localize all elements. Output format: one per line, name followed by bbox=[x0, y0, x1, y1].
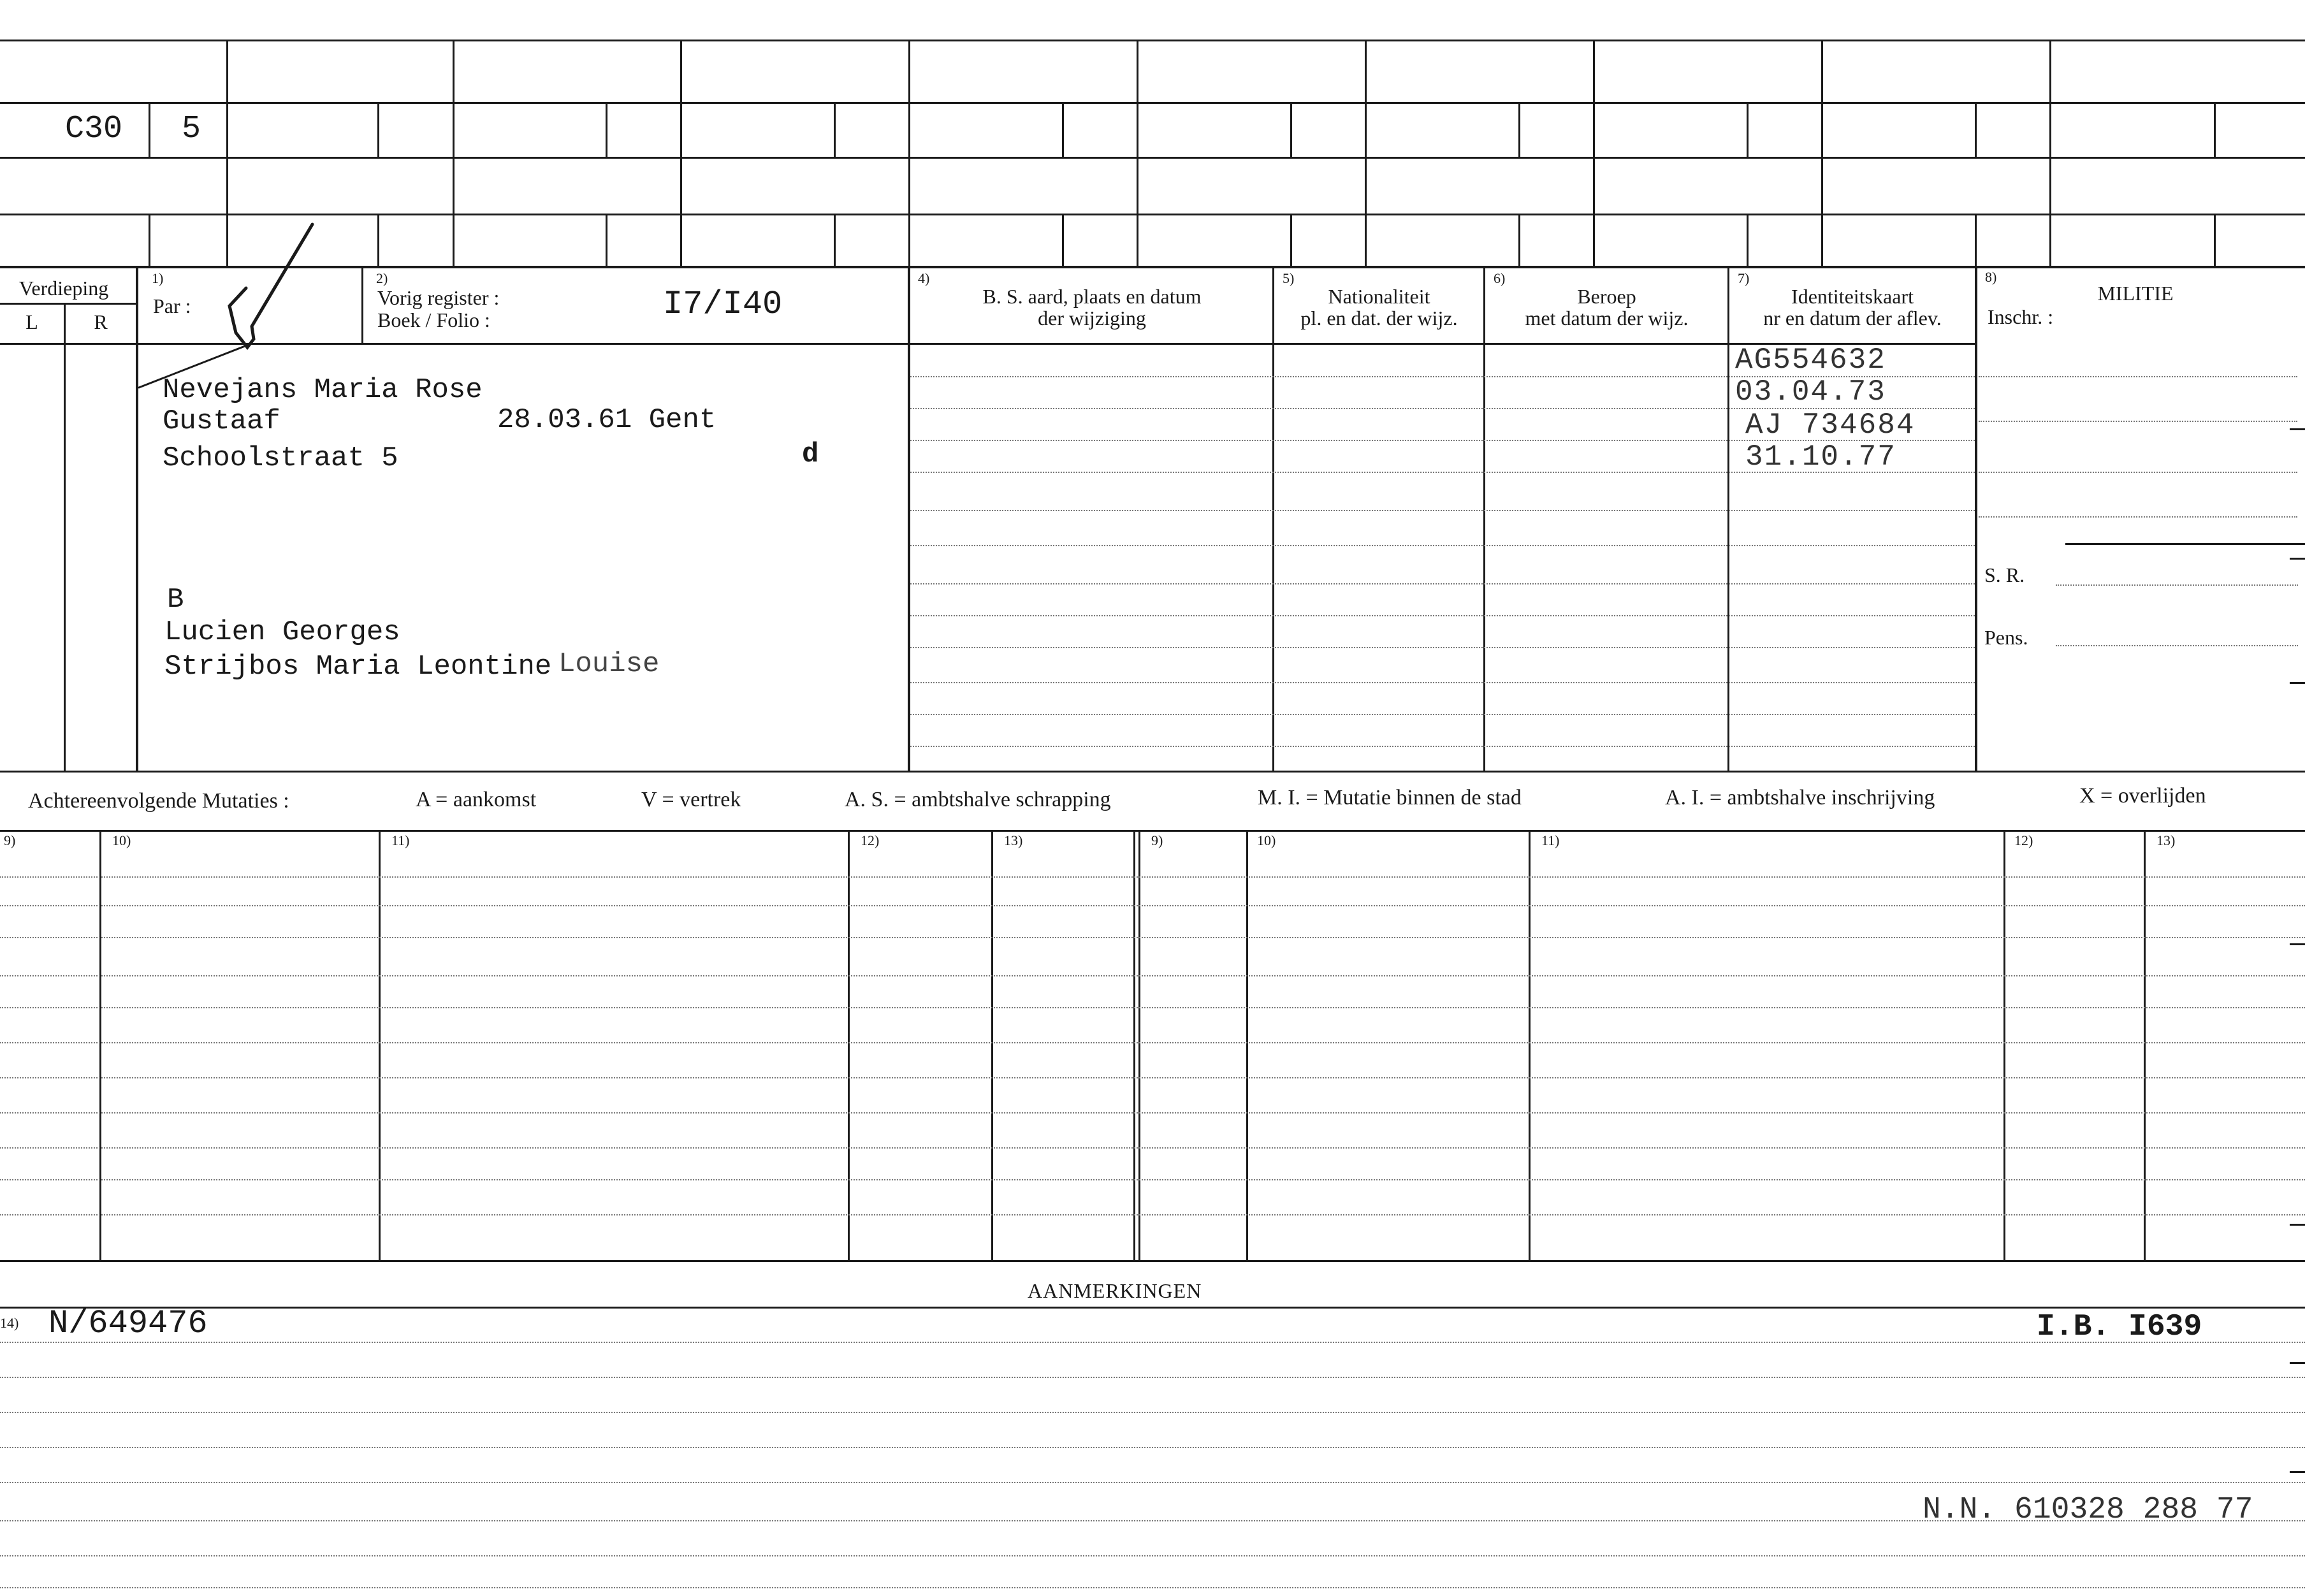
person-line1: Nevejans Maria Rose bbox=[163, 374, 483, 406]
top-grid-tick bbox=[1062, 102, 1064, 157]
id-card-date-1: 03.04.73 bbox=[1735, 375, 1886, 409]
top-grid-tick bbox=[1062, 214, 1064, 267]
ruling bbox=[910, 510, 1975, 511]
remarks-number: N/649476 bbox=[48, 1305, 208, 1342]
person-line5-extra: Louise bbox=[558, 648, 660, 680]
top-grid-tick bbox=[834, 102, 836, 157]
col-number-2: 2) bbox=[376, 270, 388, 286]
ruling bbox=[910, 615, 1975, 616]
mut-col-line bbox=[1529, 831, 1531, 1261]
top-grid-tick bbox=[377, 214, 379, 267]
ruling bbox=[910, 545, 1975, 546]
body-bottom-line bbox=[0, 771, 2305, 773]
legend-x: X = overlijden bbox=[2079, 784, 2206, 808]
person-birth: 28.03.61 Gent bbox=[497, 404, 716, 436]
edge-tick bbox=[2290, 428, 2305, 430]
vorig-register-label: Vorig register : bbox=[377, 286, 500, 309]
legend-mi: M. I. = Mutatie binnen de stad bbox=[1258, 786, 1522, 809]
ruling bbox=[910, 682, 1975, 683]
mut-ruling bbox=[0, 1147, 2305, 1149]
mut-col-line bbox=[1246, 831, 1248, 1261]
top-border-line bbox=[0, 40, 2305, 41]
id-header-line1: Identiteitskaart bbox=[1791, 285, 1914, 308]
top-grid-tick bbox=[1518, 102, 1520, 157]
person-line2: Gustaaf bbox=[163, 405, 280, 437]
person-line5: Strijbos Maria Leontine bbox=[164, 651, 552, 683]
col-number-1: 1) bbox=[152, 270, 164, 286]
militie-ruling bbox=[1979, 472, 2297, 473]
nat-header-line2: pl. en dat. der wijz. bbox=[1300, 307, 1458, 330]
header-col-line bbox=[1483, 267, 1485, 771]
remarks-top-line bbox=[0, 1260, 2305, 1262]
top-grid-tick bbox=[2214, 102, 2216, 157]
legend-as: A. S. = ambtshalve schrapping bbox=[845, 788, 1111, 811]
remarks-ruling bbox=[0, 1377, 2305, 1378]
person-line4: Lucien Georges bbox=[164, 616, 400, 648]
par-label: Par : bbox=[153, 294, 191, 317]
edge-tick bbox=[2290, 682, 2305, 684]
edge-tick bbox=[2290, 943, 2305, 945]
header-top-line bbox=[0, 266, 2305, 268]
nat-header-line1: Nationaliteit bbox=[1328, 285, 1430, 308]
id-card-2: AJ 734684 bbox=[1745, 409, 1916, 442]
sr-label: S. R. bbox=[1984, 563, 2025, 586]
inschr-label: Inschr. : bbox=[1988, 305, 2054, 328]
id-card-1: AG554632 bbox=[1735, 344, 1886, 377]
mut-ruling bbox=[0, 1214, 2305, 1215]
edge-tick bbox=[2290, 1224, 2305, 1226]
mut-ruling bbox=[0, 905, 2305, 906]
top-grid-col-line bbox=[2049, 40, 2051, 267]
militie-ruling bbox=[1979, 421, 2297, 422]
header-col-line bbox=[908, 267, 910, 771]
top-grid-tick bbox=[1975, 102, 1977, 157]
edge-tick bbox=[2290, 1362, 2305, 1364]
mark-b: B bbox=[167, 584, 184, 616]
mut-col-13b: 13) bbox=[2156, 832, 2176, 848]
id-card-date-2: 31.10.77 bbox=[1745, 440, 1896, 474]
col-number-8: 8) bbox=[1985, 269, 1997, 285]
top-grid-tick bbox=[606, 214, 607, 267]
mut-ruling bbox=[0, 1112, 2305, 1114]
ruling bbox=[910, 746, 1975, 747]
legend-a: A = aankomst bbox=[416, 788, 537, 811]
pens-label: Pens. bbox=[1984, 626, 2028, 649]
col-number-7: 7) bbox=[1738, 270, 1750, 286]
top-grid-col-line bbox=[908, 40, 910, 267]
mut-ruling bbox=[0, 975, 2305, 976]
remarks-ruling bbox=[0, 1482, 2305, 1483]
top-grid-row-line bbox=[0, 102, 2305, 104]
ruling bbox=[910, 647, 1975, 648]
mut-col-9: 9) bbox=[4, 832, 16, 848]
remarks-ruling bbox=[0, 1555, 2305, 1556]
top-grid-tick bbox=[1290, 214, 1292, 267]
top-grid-tick bbox=[377, 102, 379, 157]
mut-col-line bbox=[1133, 831, 1135, 1261]
mut-col-12: 12) bbox=[861, 832, 880, 848]
mut-col-line bbox=[1138, 831, 1140, 1261]
remarks-header-line bbox=[0, 1307, 2305, 1309]
top-grid-tick bbox=[1747, 214, 1749, 267]
top-grid-row-line bbox=[0, 157, 2305, 159]
col-number-6: 6) bbox=[1494, 270, 1506, 286]
code-c30: C30 bbox=[65, 111, 123, 147]
right-label: R bbox=[94, 310, 108, 333]
top-grid-tick bbox=[606, 102, 607, 157]
mut-col-13: 13) bbox=[1004, 832, 1023, 848]
code-5: 5 bbox=[182, 111, 201, 147]
id-header-line2: nr en datum der aflev. bbox=[1763, 307, 1942, 330]
top-grid-col-line bbox=[680, 40, 682, 267]
mut-col-10: 10) bbox=[112, 832, 131, 848]
beroep-header-line2: met datum der wijz. bbox=[1525, 307, 1689, 330]
mut-col-line bbox=[99, 831, 101, 1261]
header-col-line bbox=[1975, 267, 1977, 771]
militie-ruling bbox=[1979, 376, 2297, 377]
legend-bottom-line bbox=[0, 830, 2305, 832]
mut-ruling bbox=[0, 1179, 2305, 1180]
mut-col-line bbox=[848, 831, 850, 1261]
legend-title: Achtereenvolgende Mutaties : bbox=[28, 789, 289, 813]
col-number-4: 4) bbox=[918, 270, 930, 286]
remarks-nn: N.N. 610328 288 77 bbox=[1923, 1493, 2253, 1527]
bs-header-line1: B. S. aard, plaats en datum bbox=[982, 285, 1202, 308]
pen-mark bbox=[127, 217, 331, 395]
ruling bbox=[910, 583, 1975, 584]
top-grid-tick bbox=[1747, 102, 1749, 157]
lr-divider bbox=[64, 343, 66, 771]
header-col-line bbox=[361, 267, 363, 343]
verdieping-divider bbox=[0, 303, 136, 305]
boek-folio-label: Boek / Folio : bbox=[377, 308, 490, 331]
header-col-line bbox=[1272, 267, 1274, 771]
remarks-ruling bbox=[0, 1587, 2305, 1588]
mut-col-line bbox=[379, 831, 381, 1261]
mut-col-11b: 11) bbox=[1541, 832, 1560, 848]
mut-col-12b: 12) bbox=[2014, 832, 2033, 848]
person-line3: Schoolstraat 5 bbox=[163, 442, 398, 474]
bs-header-line2: der wijziging bbox=[1038, 307, 1146, 330]
legend-v: V = vertrek bbox=[641, 788, 741, 811]
legend-ai: A. I. = ambtshalve inschrijving bbox=[1665, 786, 1935, 809]
top-grid-tick bbox=[1975, 214, 1977, 267]
left-label: L bbox=[25, 310, 38, 333]
top-grid-tick bbox=[834, 214, 836, 267]
top-grid-tick bbox=[2214, 214, 2216, 267]
beroep-header-line1: Beroep bbox=[1577, 285, 1636, 308]
col-number-5: 5) bbox=[1283, 270, 1295, 286]
mut-col-line bbox=[2144, 831, 2146, 1261]
mut-ruling bbox=[0, 937, 2305, 938]
mut-col-line bbox=[2003, 831, 2005, 1261]
mut-col-10b: 10) bbox=[1257, 832, 1276, 848]
verdieping-label: Verdieping bbox=[18, 277, 109, 300]
top-grid-col-line bbox=[1821, 40, 1823, 267]
ruling bbox=[910, 714, 1975, 715]
remarks-ruling bbox=[0, 1412, 2305, 1413]
remarks-title: AANMERKINGEN bbox=[1028, 1279, 1202, 1302]
remarks-ib: I.B. I639 bbox=[2037, 1310, 2202, 1344]
militie-ruling bbox=[1979, 516, 2297, 518]
edge-tick bbox=[2290, 1471, 2305, 1473]
mut-ruling bbox=[0, 1042, 2305, 1043]
remarks-ruling bbox=[0, 1342, 2305, 1343]
remarks-ruling bbox=[0, 1447, 2305, 1448]
sr-ruling bbox=[2056, 584, 2298, 586]
top-grid-row-line bbox=[0, 214, 2305, 215]
mut-ruling bbox=[0, 876, 2305, 878]
mut-col-11: 11) bbox=[391, 832, 410, 848]
mut-col-line bbox=[991, 831, 993, 1261]
header-col-line bbox=[1727, 267, 1729, 771]
top-grid-col-line bbox=[453, 40, 454, 267]
top-grid-tick bbox=[1290, 102, 1292, 157]
remarks-ruling bbox=[0, 1520, 2305, 1521]
mut-ruling bbox=[0, 1077, 2305, 1078]
top-grid-col-line bbox=[1593, 40, 1595, 267]
top-grid-tick bbox=[1518, 214, 1520, 267]
register-value: I7/I40 bbox=[663, 286, 783, 323]
top-grid-col-line bbox=[1137, 40, 1138, 267]
edge-tick bbox=[2290, 558, 2305, 560]
militie-separator bbox=[2065, 543, 2305, 545]
mut-col-9b: 9) bbox=[1151, 832, 1163, 848]
mark-d: d bbox=[802, 439, 819, 470]
top-grid-tick bbox=[149, 102, 150, 157]
pens-ruling bbox=[2056, 645, 2298, 646]
militie-label: MILITIE bbox=[2097, 282, 2174, 305]
remarks-number-14: 14) bbox=[0, 1315, 19, 1331]
top-grid-col-line bbox=[1365, 40, 1367, 267]
mut-ruling bbox=[0, 1007, 2305, 1008]
